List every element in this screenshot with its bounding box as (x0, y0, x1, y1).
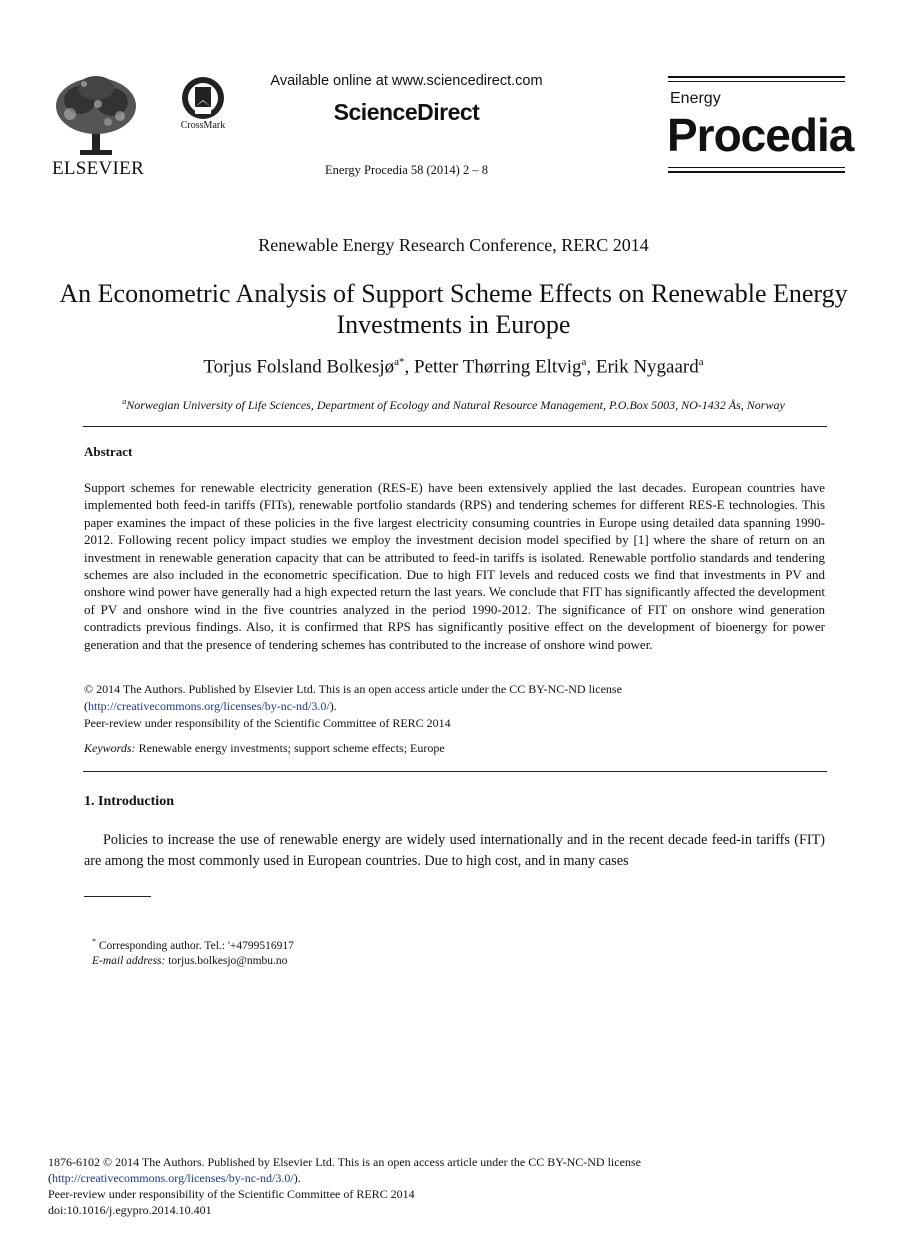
journal-reference: Energy Procedia 58 (2014) 2 – 8 (325, 163, 488, 177)
footer-doi[interactable]: doi:10.1016/j.egypro.2014.10.401 (48, 1203, 212, 1217)
author-marks: a (581, 356, 587, 368)
affiliation (0, 397, 907, 413)
footer-license-line (48, 1171, 301, 1186)
introduction-heading: 1. Introduction (84, 794, 174, 809)
email-address[interactable]: torjus.bolkesjo@nmbu.no (165, 955, 288, 967)
affiliation-text: Norwegian University of Life Sciences, Department of Ecology and Natural Resource Management, P.O.Box 5003, NO-1432 Ås, Norway (126, 398, 785, 412)
footer-peer-review: Peer-review under responsibility of the Scientific Committee of RERC 2014 (48, 1187, 415, 1201)
journal-logo-rule (668, 167, 845, 168)
footnote-rule (84, 896, 151, 897)
footer-copyright: 1876-6102 © 2014 The Authors. Published by Elsevier Ltd. This is an open access article under the CC BY-NC-ND license (48, 1155, 641, 1169)
introduction-body: Policies to increase the use of renewable energy are widely used internationally and in the recent decade feed-in tariffs (FIT) are among the most commonly used in European countries. Due to high cost, and in many cases (84, 832, 825, 869)
abstract-heading: Abstract (84, 444, 133, 459)
corresponding-author-note (92, 937, 294, 952)
corresponding-author-text: Corresponding author. Tel.: '+4799516917 (96, 939, 294, 952)
divider (83, 771, 827, 772)
crossmark-icon[interactable] (181, 76, 225, 120)
sciencedirect-logo[interactable]: ScienceDirect (333, 99, 480, 125)
author-name: Erik Nygaard (595, 356, 699, 378)
elsevier-tree-logo (50, 74, 142, 156)
footer-license-link[interactable]: http://creativecommons.org/licenses/by-nc-nd/3.0/ (52, 1171, 294, 1185)
copyright-line: © 2014 The Authors. Published by Elsevier Ltd. This is an open access article under the CC BY-NC-ND license (84, 682, 622, 696)
license-paren: ( (84, 699, 88, 713)
divider (83, 426, 827, 427)
license-paren: ( (48, 1171, 52, 1185)
license-line (84, 699, 337, 714)
journal-logo-rule (668, 76, 845, 78)
journal-logo-rule (668, 171, 845, 173)
author-name: Petter Thørring Eltvig (414, 356, 582, 378)
journal-logo-top: Energy (670, 90, 721, 107)
license-paren: ). (293, 1171, 301, 1185)
license-paren: ). (329, 699, 337, 713)
footnote-mark: * (92, 937, 96, 946)
email-label: E-mail address: (92, 955, 166, 967)
author-separator: , (586, 356, 596, 378)
journal-logo-main: Procedia (667, 109, 854, 161)
author-name: Torjus Folsland Bolkesjø (203, 356, 395, 378)
email-note (92, 955, 287, 967)
keywords-label: Keywords: (84, 741, 136, 755)
available-online-link[interactable]: Available online at www.sciencedirect.com (270, 73, 543, 89)
keywords-line (84, 741, 445, 756)
author-marks: a (698, 356, 704, 368)
affiliation-mark: a (122, 397, 127, 406)
author-list (0, 356, 907, 378)
license-link[interactable]: http://creativecommons.org/licenses/by-nc-nd/3.0/ (88, 699, 330, 713)
crossmark-label: CrossMark (180, 120, 226, 131)
keywords-value: Renewable energy investments; support scheme effects; Europe (135, 741, 445, 755)
publisher-name: ELSEVIER (51, 158, 145, 179)
abstract-body: Support schemes for renewable electricity generation (RES-E) have been extensively applied the last decades. European countries have implemented both feed-in tariffs (FITs), renewable portfolio standards (RPS) and tendering schemes for different RES-E technologies. This paper examines the impact of these policies in the five largest electricity consuming countries in Europe using detailed data spanning 1990-2012. Following recent policy impact studies we employ the investment decision model specified by [1] where the share of return on an investment in renewable generation capacity that can be attributed to feed-in tariffs is isolated. Renewable portfolio standards and tendering schemes are also included in the econometric specification. Due to high FIT levels and reduced costs we find that investments in PV and onshore wind power have generally had a high expected return the last years. We conclude that FIT has significantly affected the development of PV and onshore wind in the five countries analyzed in the period 1990-2012. The significance of FIT on onshore wind generation contradicts previous findings. Also, it is confirmed that RPS has significantly positive effect on the development of bioenergy for power generation and that the presence of tendering schemes has contributed to the increase of onshore wind power. (84, 480, 825, 652)
paper-title: An Econometric Analysis of Support Scheme Effects on Renewable Energy Investments in Europe (59, 279, 848, 339)
journal-logo-rule (668, 81, 845, 82)
author-separator: , (404, 356, 415, 378)
author-marks: a* (394, 356, 405, 368)
peer-review-line: Peer-review under responsibility of the Scientific Committee of RERC 2014 (84, 716, 451, 730)
conference-name: Renewable Energy Research Conference, RERC 2014 (258, 235, 649, 255)
